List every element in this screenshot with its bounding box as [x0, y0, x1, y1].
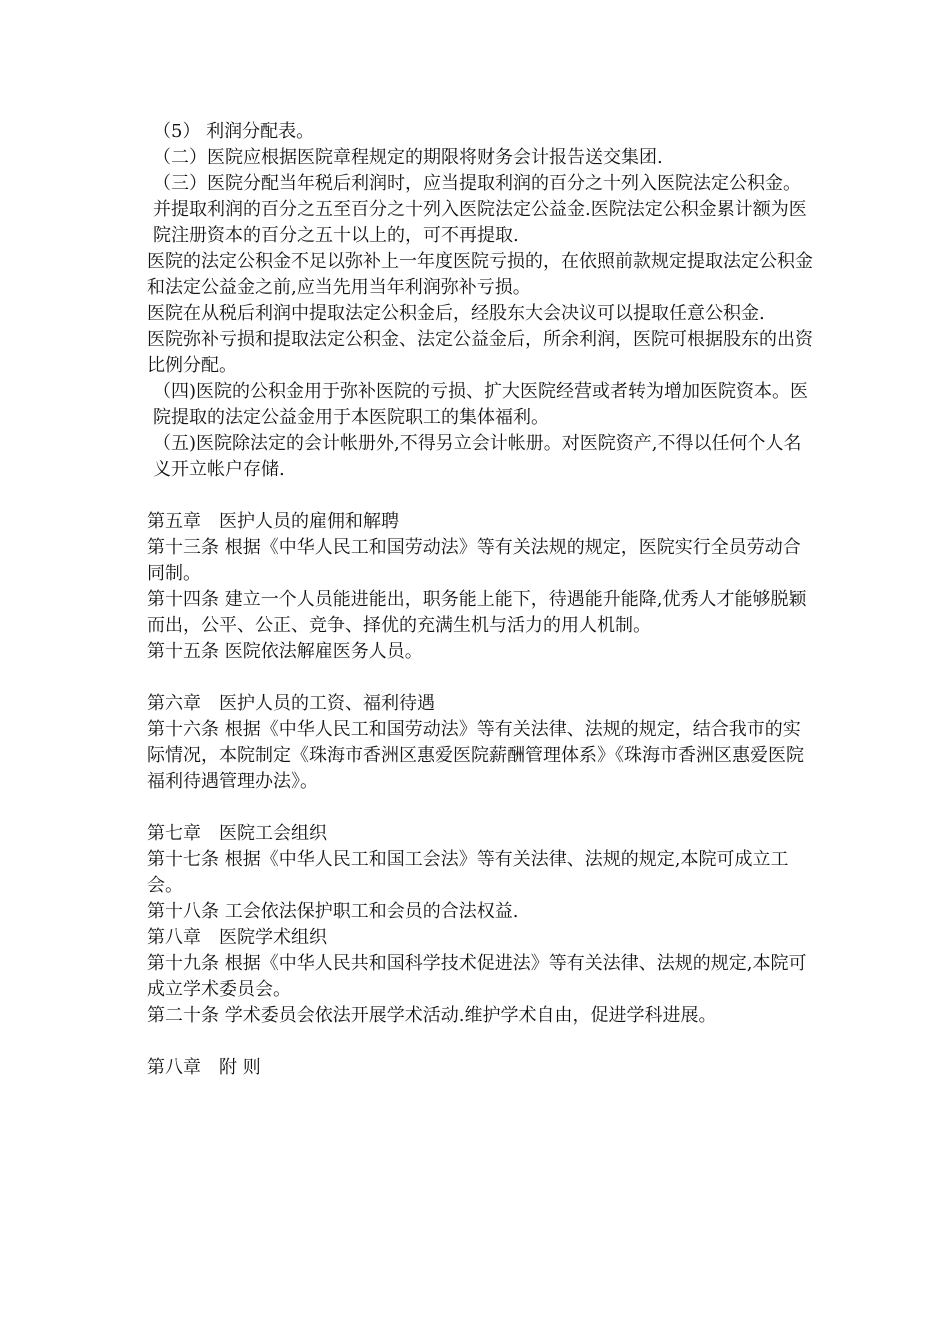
chapter-title: 第八章 医院学术组织 — [147, 927, 327, 948]
article: 第十五条 医院依法解雇医务人员。 — [147, 641, 423, 662]
article: 第十三条 根据《中华人民工和国劳动法》等有关法规的规定，医院实行全员劳动合同制。 — [147, 537, 801, 584]
chapter-title: 第五章 医护人员的雇佣和解聘 — [147, 511, 399, 532]
article: 第十六条 根据《中华人民工和国劳动法》等有关法律、法规的规定，结合我市的实际情况，本院制定《珠海市香洲区惠爱医院薪酬管理体系》《珠海市香洲区惠爱医院福利待遇管理办法》。 — [147, 719, 804, 792]
article: 第十四条 建立一个人员能进能出，职务能上能下，待遇能升能降,优秀人才能够脱颖而出，公平、公正、竞争、择优的充满生机与活力的用人机制。 — [147, 589, 807, 636]
article: 第十九条 根据《中华人民共和国科学技术促进法》等有关法律、法规的规定,本院可成立学术委员会。 — [147, 953, 807, 1000]
blank-line — [147, 665, 815, 691]
paragraph: （四)医院的公积金用于弥补医院的亏损、扩大医院经营或者转为增加医院资本。医院提取的法定公益金用于本医院职工的集体福利。 — [153, 381, 809, 428]
article: 第二十条 学术委员会依法开展学术活动.维护学术自由，促进学科进展。 — [147, 1005, 717, 1026]
paragraph: 医院弥补亏损和提取法定公积金、法定公益金后，所余利润，医院可根据股东的出资比例分配。 — [147, 329, 813, 376]
paragraph: 医院在从税后利润中提取法定公积金后，经股东大会决议可以提取任意公积金. — [147, 303, 765, 324]
chapter-title: 第六章 医护人员的工资、福利待遇 — [147, 693, 435, 714]
chapter-title: 第七章 医院工会组织 — [147, 823, 327, 844]
document-body — [147, 119, 815, 1081]
paragraph: （三）医院分配当年税后利润时，应当提取利润的百分之十列入医院法定公积金。并提取利润的百分之五至百分之十列入医院法定公益金.医院法定公积金累计额为医院注册资本的百分之五十以上的，可不再提取. — [153, 173, 807, 246]
article: 第十七条 根据《中华人民工和国工会法》等有关法律、法规的规定,本院可成立工会。 — [147, 849, 789, 896]
blank-line — [147, 1029, 815, 1055]
blank-line — [147, 483, 815, 509]
article: 第十八条 工会依法保护职工和会员的合法权益. — [147, 901, 519, 922]
paragraph: （5） 利润分配表。 — [153, 121, 315, 142]
blank-line — [147, 795, 815, 821]
chapter-title: 第八章 附 则 — [147, 1057, 261, 1078]
paragraph: 医院的法定公积金不足以弥补上一年度医院亏损的，在依照前款规定提取法定公积金和法定公益金之前,应当先用当年利润弥补亏损。 — [147, 251, 813, 298]
paragraph: （五)医院除法定的会计帐册外,不得另立会计帐册。对医院资产,不得以任何个人名义开立帐户存储. — [153, 433, 802, 480]
paragraph: （二）医院应根据医院章程规定的期限将财务会计报告送交集团. — [153, 147, 663, 168]
